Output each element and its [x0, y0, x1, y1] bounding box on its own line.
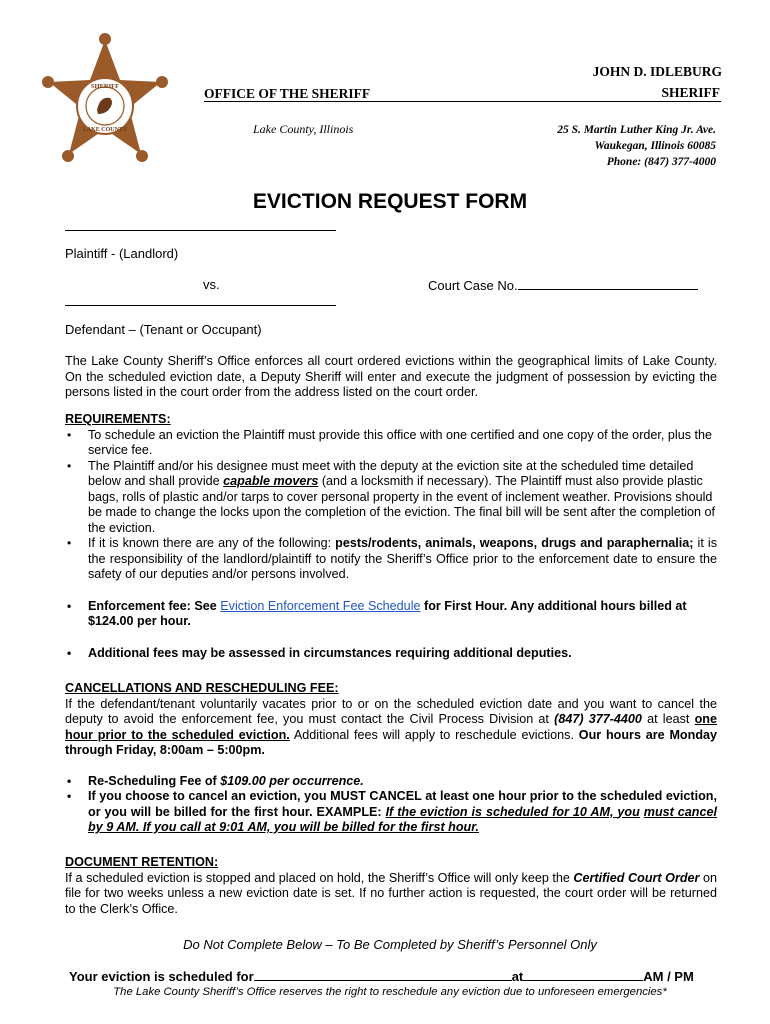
cancel-text: If the defendant/tenant voluntarily vacates prior to or on the scheduled eviction date and you want to cancel the deputy to avoid the enforcement fee, you must contact the Civil Process Division at [65, 696, 717, 726]
cancel-text: at least [641, 712, 695, 726]
rescheduling-fee-item [65, 774, 717, 790]
requirement-item [65, 459, 717, 537]
eviction-date-field[interactable] [254, 968, 512, 981]
resched-fee-amount: $109.00 per occurrence. [220, 773, 364, 788]
address-line2: Waukegan, Illinois 60085 [594, 140, 716, 152]
requirement-text: The Plaintiff and/or his designee must meet with the deputy at the eviction site at the scheduled time detailed below and shall provide [88, 458, 694, 488]
office-address [557, 122, 716, 170]
case-number-label: Court Case No. [428, 278, 518, 293]
capable-movers-emphasis: capable movers [223, 474, 319, 488]
vs-label: vs. [203, 277, 220, 292]
case-number-row [428, 277, 698, 293]
additional-fees-item [65, 646, 717, 662]
retention-section [65, 855, 717, 917]
at-label: at [511, 969, 524, 984]
office-phone: Phone: (847) 377-4000 [606, 156, 716, 168]
intro-paragraph: The Lake County Sheriff’s Office enforces all court ordered evictions within the geographical limits of Lake County. On the scheduled eviction date, a Deputy Sheriff will enter and execute the judgment of possession by evicting the persons listed in the court order from the address listed on the court order. [65, 354, 717, 399]
requirement-text: To schedule an eviction the Plaintiff must provide this office with one certified and one copy of the order, plus the service fee. [88, 427, 712, 457]
cancellations-heading: CANCELLATIONS AND RESCHEDULING FEE: [65, 681, 339, 695]
enforcement-fee-item [65, 599, 717, 630]
fee-schedule-link[interactable]: Eviction Enforcement Fee Schedule [220, 598, 421, 613]
cancellation-rules-list [65, 774, 717, 836]
plaintiff-label: Plaintiff - (Landlord) [65, 246, 179, 261]
fee-text: for First Hour. Any additional hours billed at $124.00 per hour. [88, 598, 687, 628]
retention-paragraph [65, 871, 717, 918]
retention-text: If a scheduled eviction is stopped and placed on hold, the Sheriff’s Office will only keep the [65, 870, 574, 885]
hazards-emphasis: pests/rodents, animals, weapons, drugs and paraphernalia; [335, 536, 694, 550]
defendant-label: Defendant – (Tenant or Occupant) [65, 322, 262, 337]
requirements-list [65, 428, 717, 583]
fee-text: Enforcement fee: See [88, 598, 221, 613]
requirement-item [65, 536, 717, 583]
cancellations-paragraph [65, 697, 717, 759]
requirement-item [65, 428, 717, 459]
office-name: OFFICE OF THE SHERIFF [204, 86, 371, 101]
sheriff-title: SHERIFF [661, 85, 720, 100]
cancel-policy-item [65, 789, 717, 836]
example-emphasis: must cancel by 9 AM. If you call at 9:01 AM, you will be billed for the first hour. [88, 804, 717, 834]
resched-text: Re-Scheduling Fee of [88, 773, 221, 788]
plaintiff-line[interactable] [65, 230, 336, 231]
retention-heading: DOCUMENT RETENTION: [65, 855, 219, 869]
badge-bottom-text: LAKE COUNTY [82, 127, 128, 133]
one-hour-emphasis: one hour prior to the scheduled eviction. [65, 712, 717, 742]
defendant-line[interactable] [65, 305, 336, 306]
fees-list [65, 599, 717, 662]
civil-process-phone: (847) 377-4400 [554, 712, 642, 726]
requirement-text: If it is known there are any of the following: [88, 536, 336, 550]
reschedule-disclaimer: The Lake County Sheriff’s Office reserves the right to reschedule any eviction due to unforeseen emergencies* [113, 986, 667, 998]
schedule-row [69, 968, 694, 984]
cancel-policy-text: If you choose to cancel an eviction, you MUST CANCEL at least one hour prior to the scheduled eviction, or you will be billed for the first hour. EXAMPLE: [88, 789, 717, 819]
requirement-text: (and a locksmith if necessary). The Plaintiff must also provide plastic bags, rolls of plastic and/or tarps to cover personal property in the event of inclement weather. Provisions should be made to change the locks upon the completion of the eviction. The final bill will be sent after the completion of the eviction. [88, 474, 716, 535]
retention-text: on file for two weeks unless a new eviction date is set. If no further action is requested, the court order will be returned to the Clerk’s Office. [65, 870, 717, 916]
address-line1: 25 S. Martin Luther King Jr. Ave. [557, 124, 716, 136]
form-title: EVICTION REQUEST FORM [252, 190, 528, 213]
cancel-text: Additional fees will apply to reschedule evictions. [289, 727, 579, 742]
sheriff-name: JOHN D. IDLEBURG [592, 64, 722, 79]
eviction-time-field[interactable] [523, 968, 643, 981]
additional-fees-text: Additional fees may be assessed in circumstances requiring additional deputies. [88, 645, 572, 660]
badge-top-text: SHERIFF [90, 83, 120, 90]
county-location: Lake County, Illinois [253, 122, 354, 136]
office-hours: Our hours are Monday through Friday, 8:00am – 5:00pm. [65, 727, 718, 757]
case-number-field[interactable] [518, 277, 698, 290]
ampm-label: AM / PM [643, 969, 694, 984]
staff-only-notice: Do Not Complete Below – To Be Completed by Sheriff’s Personnel Only [183, 937, 597, 952]
header-rule [204, 101, 721, 102]
requirements-heading: REQUIREMENTS: [65, 412, 171, 426]
scheduled-for-label: Your eviction is scheduled for [69, 969, 254, 984]
example-emphasis: If the eviction is scheduled for 10 AM, you [385, 804, 640, 819]
cancellations-section [65, 681, 717, 836]
certified-order-emphasis: Certified Court Order [573, 870, 700, 885]
requirements-section [65, 412, 717, 661]
requirement-text: it is the responsibility of the landlord/plaintiff to notify the Sheriff’s Office prior to the enforcement date to ensure the safety of our deputies and/or persons involved. [88, 536, 718, 581]
sheriff-star-badge-logo [40, 32, 170, 166]
office-title [204, 86, 370, 102]
